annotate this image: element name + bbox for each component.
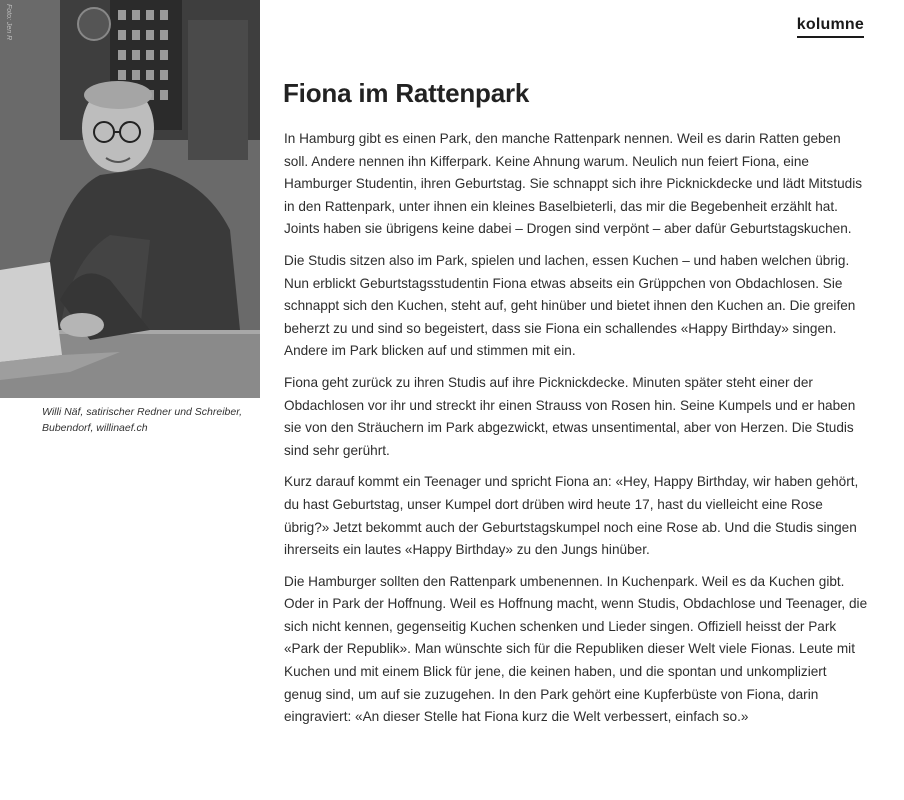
article-paragraph: Die Hamburger sollten den Rattenpark umbenennen. In Kuchenpark. Weil es da Kuchen gibt. Oder in Park der Hoffnung. Weil es Hoffnung macht, wenn Studis, Obdachlose und Teenager, die sich nicht kennen, gegenseitig Kuchen schenken und Lieder singen. Offiziell heisst der Park «Park der Republik». Man wünschte sich für die Republiken dieser Welt viele Fionas. Leute mit Kuchen und mit einem Blick für jene, die keinen haben, und die spontan und unkompliziert genug sind, um auf sie zuzugehen. In den Park gehört eine Kupferbüste von Fiona, darin eingraviert: «An dieser Stelle hat Fiona kurz die Welt verbessert, einfach so.» xyxy=(284,573,868,725)
photo-credit: Foto: Jen R xyxy=(5,4,12,41)
author-photo xyxy=(0,0,260,398)
article-paragraph: Die Studis sitzen also im Park, spielen und lachen, essen Kuchen – und haben welchen übrig. Nun erblickt Geburtstagsstudentin Fiona etwas abseits ein Grüppchen von Obdachlosen. Sie schnappt sich den Kuchen, steht auf, geht hinüber und bietet ihnen den Kuchen an. Die greifen beherzt zu und sind so begeistert, dass sie Fiona ein schallendes «Happy Birthday» singen. Andere im Park blicken auf und stimmen mit ein. xyxy=(284,252,856,359)
section-label: kolumne xyxy=(797,16,864,38)
article-body xyxy=(284,128,868,738)
article-paragraph: In Hamburg gibt es einen Park, den manche Rattenpark nennen. Weil es darin Ratten geben soll. Andere nennen ihn Kifferpark. Keine Ahnung warum. Neulich nun feiert Fiona, eine Hamburger Studentin, ihren Geburtstag. Sie schnappt sich ihre Picknickdecke und lädt Mitstudis in den Rattenpark, unter ihnen ein kleines Baselbieterli, das mir die Begebenheit erzählt hat. Joints haben sie übrigens keine dabei – Drogen sind verpönt – aber dafür Geburtstagskuchen. xyxy=(284,131,863,237)
article-paragraph: Kurz darauf kommt ein Teenager und spricht Fiona an: «Hey, Happy Birthday, wir haben gehört, du hast Geburtstag, unser Kumpel dort drüben wird heute 17, hast du vielleicht eine Rose übrig?» Jetzt bekommt auch der Geburtstagskumpel noch eine Rose ab. Und die Studis singen ihrerseits ein lautes «Happy Birthday» zu den Jungs hinüber. xyxy=(284,474,859,558)
article-paragraph: Fiona geht zurück zu ihren Studis auf ihre Picknickdecke. Minuten später steht einer der Obdachlosen vor ihr und streckt ihr einen Strauss von Rosen hin. Seine Kumpels und er haben sie von den Sträuchern im Park abgezwickt, etwas unsentimental, aber von Herzen. Die Studis sind sehr gerührt. xyxy=(284,374,856,458)
author-portrait-illustration xyxy=(0,0,260,398)
photo-caption: Willi Näf, satirischer Redner und Schreiber, Bubendorf, willinaef.ch xyxy=(42,406,243,434)
article-title: Fiona im Rattenpark xyxy=(283,78,530,108)
